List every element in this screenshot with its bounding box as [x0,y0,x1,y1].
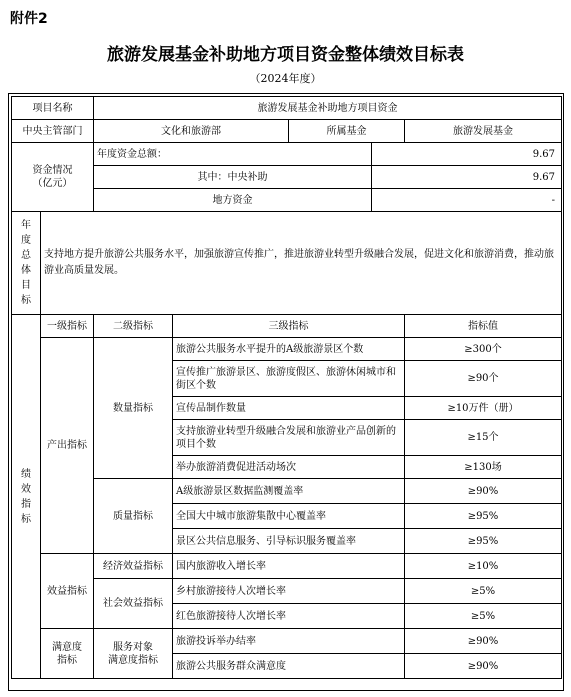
table-row [12,479,562,504]
attachment-label: 附件2 [10,11,48,27]
indicator-value: ≥300个 [405,338,562,361]
annual-goal-text: 支持地方提升旅游公共服务水平，加强旅游宣传推广，推进旅游业转型升级融合发展，促进文化和旅游消费，推动旅游业高质量发展。 [41,212,562,315]
indicator-value: ≥15个 [405,420,562,456]
benefit-indicator-label: 效益指标 [41,554,94,629]
goal-char: 标 [21,295,31,306]
indicator-name: A级旅游景区数据监测覆盖率 [173,479,405,504]
service-label-line1: 服务对象 [113,641,153,653]
table-row [12,143,562,166]
project-name-value: 旅游发展基金补助地方项目资金 [94,97,562,120]
indicator-name: 红色旅游接待人次增长率 [173,604,405,629]
indicator-name: 旅游投诉举办结率 [173,629,405,654]
social-indicator-label: 社会效益指标 [94,579,173,629]
fund-type-label: 所属基金 [289,120,405,143]
goal-char: 体 [21,265,31,276]
indicator-value: ≥5% [405,604,562,629]
indicators-section-label [12,315,41,679]
service-satisfaction-label [94,629,173,679]
header-level3: 三级指标 [173,315,405,338]
department-value: 文化和旅游部 [94,120,289,143]
economic-indicator-label: 经济效益指标 [94,554,173,579]
goal-char: 度 [21,235,31,246]
table-row [12,166,562,189]
table-row [12,120,562,143]
goal-char: 总 [21,250,31,261]
department-label: 中央主管部门 [12,120,94,143]
fund-type-value: 旅游发展基金 [405,120,562,143]
indicator-name: 乡村旅游接待人次增长率 [173,579,405,604]
table-row [12,189,562,212]
satisfaction-label-line1: 满意度 [52,641,82,653]
indicator-name: 旅游公共服务群众满意度 [173,654,405,679]
performance-goal-table [11,96,562,679]
indicator-name: 景区公共信息服务、引导标识服务覆盖率 [173,529,405,554]
table-row [12,97,562,120]
funds-central-label: 其中：中央补助 [94,166,372,189]
funds-central-value: 9.67 [372,166,562,189]
page-title: 旅游发展基金补助地方项目资金整体绩效目标表 [107,45,464,65]
funds-label-line1: 资金情况 [32,165,73,176]
indicator-value: ≥90% [405,479,562,504]
quality-indicator-label: 质量指标 [94,479,173,554]
indicator-value: ≥95% [405,529,562,554]
goal-char: 目 [21,280,31,291]
indicator-name: 全国大中城市旅游集散中心覆盖率 [173,504,405,529]
table-row [12,315,562,338]
header-level1: 一级指标 [41,315,94,338]
indicator-name: 支持旅游业转型升级融合发展和旅游业产品创新的项目个数 [173,420,405,456]
section-char: 标 [21,513,31,525]
section-char: 指 [21,498,31,510]
table-row [12,212,562,315]
indicator-value: ≥95% [405,504,562,529]
indicator-value: ≥5% [405,579,562,604]
indicator-name: 宣传品制作数量 [173,397,405,420]
table-row [12,338,562,361]
indicator-value: ≥90个 [405,361,562,397]
satisfaction-indicator-label [41,629,94,679]
table-row [12,629,562,654]
project-name-label: 项目名称 [12,97,94,120]
section-char: 绩 [21,468,31,480]
service-label-line2: 满意度指标 [108,654,158,666]
section-char: 效 [21,483,31,495]
header-value: 指标值 [405,315,562,338]
output-indicator-label: 产出指标 [41,338,94,554]
table-row [12,579,562,604]
funds-local-label: 地方资金 [94,189,372,212]
goal-char: 年 [21,220,31,231]
indicator-value: ≥10万件（册） [405,397,562,420]
indicator-value: ≥90% [405,629,562,654]
indicator-value: ≥90% [405,654,562,679]
funds-label-line2: （亿元） [32,178,73,189]
funds-total-value: 9.67 [372,143,562,166]
funds-label [12,143,94,212]
quantity-indicator-label: 数量指标 [94,338,173,479]
indicator-name: 旅游公共服务水平提升的A级旅游景区个数 [173,338,405,361]
annual-goal-label [12,212,41,315]
indicator-name: 举办旅游消费促进活动场次 [173,456,405,479]
year-subtitle: （2024年度） [249,72,322,85]
satisfaction-label-line2: 指标 [57,654,77,666]
funds-local-value: - [372,189,562,212]
header-level2: 二级指标 [94,315,173,338]
indicator-name: 国内旅游收入增长率 [173,554,405,579]
indicator-value: ≥10% [405,554,562,579]
indicator-value: ≥130场 [405,456,562,479]
funds-total-label: 年度资金总额： [94,143,372,166]
table-row [12,554,562,579]
indicator-name: 宣传推广旅游景区、旅游度假区、旅游休闲城市和街区个数 [173,361,405,397]
